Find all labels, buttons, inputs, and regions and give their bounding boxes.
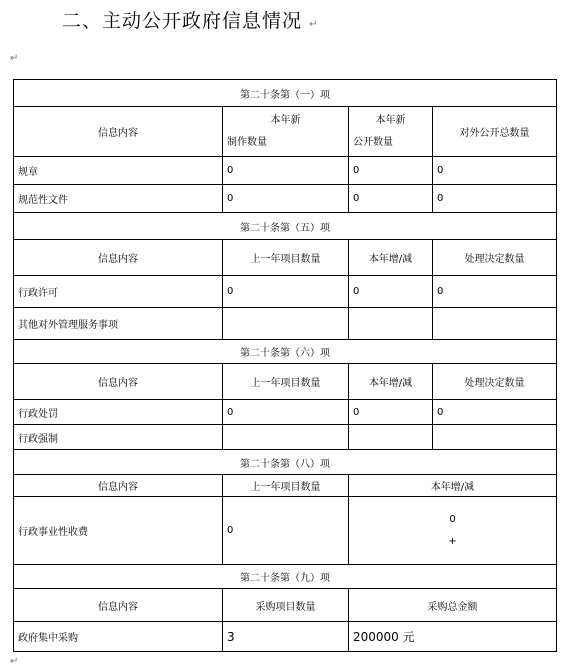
row-label: 规范性文件 xyxy=(14,185,223,213)
header-row xyxy=(14,240,557,276)
row-label: 行政强制 xyxy=(14,425,223,450)
value-line: + xyxy=(448,535,457,547)
value-cell: 200000 元 xyxy=(349,622,557,652)
section-heading: 第二十条第（一）项 xyxy=(14,80,557,107)
table-row xyxy=(14,308,557,340)
section-title-text: 二、主动公开政府信息情况 xyxy=(62,10,303,32)
header-cell: 本年增/减 xyxy=(349,364,433,400)
paragraph-mark: ↵ xyxy=(309,19,319,30)
header-row xyxy=(14,475,557,497)
paragraph-mark: ↵ xyxy=(10,53,19,64)
info-table xyxy=(13,79,557,652)
header-cell: 对外公开总数量 xyxy=(433,107,557,157)
header-cell xyxy=(223,107,349,157)
row-label: 行政事业性收费 xyxy=(14,497,223,565)
value-cell xyxy=(349,497,557,565)
value-cell: 0 xyxy=(223,400,349,425)
header-row xyxy=(14,589,557,622)
row-label: 政府集中采购 xyxy=(14,622,223,652)
value-cell: 0 xyxy=(223,276,349,308)
table-row xyxy=(14,157,557,185)
header-cell: 上一年项目数量 xyxy=(223,475,349,497)
value-cell xyxy=(349,425,433,450)
header-cell: 信息内容 xyxy=(14,589,223,622)
section-heading: 第二十条第（九）项 xyxy=(14,565,557,589)
table-row xyxy=(14,622,557,652)
section-heading-row xyxy=(14,340,557,364)
value-cell: 3 xyxy=(223,622,349,652)
section-heading: 第二十条第（五）项 xyxy=(14,213,557,240)
header-cell: 处理决定数量 xyxy=(433,364,557,400)
header-cell: 信息内容 xyxy=(14,107,223,157)
value-cell: 0 xyxy=(349,185,433,213)
value-cell: 0 xyxy=(223,185,349,213)
section-heading: 第二十条第（八）项 xyxy=(14,450,557,475)
header-cell: 信息内容 xyxy=(14,364,223,400)
paragraph-mark: ↵ xyxy=(10,656,19,667)
value-cell: 0 xyxy=(223,157,349,185)
row-label: 其他对外管理服务事项 xyxy=(14,308,223,340)
header-row xyxy=(14,107,557,157)
value-cell xyxy=(223,308,349,340)
header-cell xyxy=(349,107,433,157)
value-cell xyxy=(433,425,557,450)
value-cell: 0 xyxy=(433,157,557,185)
header-cell: 本年增/减 xyxy=(349,475,557,497)
section-heading: 第二十条第（六）项 xyxy=(14,340,557,364)
header-line: 本年新 xyxy=(270,114,301,126)
table-row xyxy=(14,497,557,565)
header-row xyxy=(14,364,557,400)
header-cell: 信息内容 xyxy=(14,240,223,276)
value-cell: 0 xyxy=(223,497,349,565)
value-cell: 0 xyxy=(349,276,433,308)
value-cell: 0 xyxy=(433,185,557,213)
value-line: 0 xyxy=(449,513,456,525)
header-cell: 本年增/减 xyxy=(349,240,433,276)
value-cell: 0 xyxy=(433,276,557,308)
table-row xyxy=(14,276,557,308)
value-cell: 0 xyxy=(349,157,433,185)
section-heading-row xyxy=(14,450,557,475)
row-label: 行政处罚 xyxy=(14,400,223,425)
section-title xyxy=(62,6,318,33)
section-heading-row xyxy=(14,213,557,240)
table-row xyxy=(14,425,557,450)
header-cell: 处理决定数量 xyxy=(433,240,557,276)
header-cell: 采购项目数量 xyxy=(223,589,349,622)
header-line: 制作数量 xyxy=(227,136,267,148)
table-row xyxy=(14,185,557,213)
value-cell xyxy=(433,308,557,340)
table-row xyxy=(14,400,557,425)
section-heading-row xyxy=(14,80,557,107)
header-cell: 采购总金额 xyxy=(349,589,557,622)
header-line: 本年新 xyxy=(375,114,406,126)
value-cell: 0 xyxy=(349,400,433,425)
section-heading-row xyxy=(14,565,557,589)
header-cell: 信息内容 xyxy=(14,475,223,497)
row-label: 规章 xyxy=(14,157,223,185)
value-cell xyxy=(349,308,433,340)
value-cell xyxy=(223,425,349,450)
row-label: 行政许可 xyxy=(14,276,223,308)
header-cell: 上一年项目数量 xyxy=(223,240,349,276)
header-cell: 上一年项目数量 xyxy=(223,364,349,400)
value-cell: 0 xyxy=(433,400,557,425)
header-line: 公开数量 xyxy=(353,136,393,148)
